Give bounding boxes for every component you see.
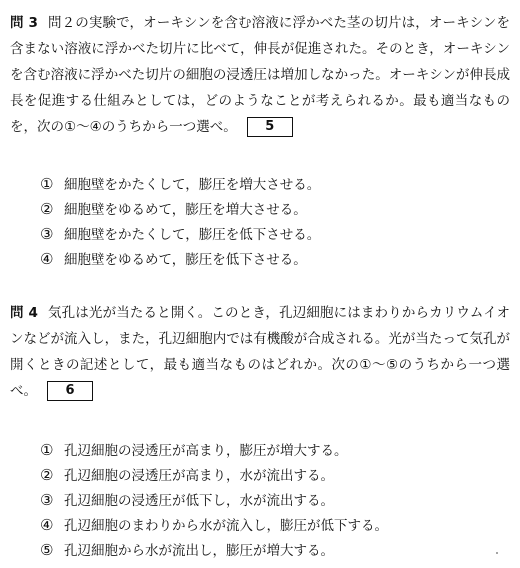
option-item [40,247,510,272]
option-item [40,197,510,222]
option-marker: ④ [40,516,54,534]
question-3 [10,10,510,272]
question-3-text: 問２の実験で，オーキシンを含む溶液に浮かべた茎の切片は，オーキシンを含まない溶液に浮かべた切片に比べて，伸長が促進された。そのとき，オーキシンを含む溶液に浮かべた切片の細胞の浸透圧は増加しなかった。オーキシンが伸長成長を促進する仕組みとしては，どのようなことが考えられるか。最も適当なものを，次の①～④のうちから一つ選べ。 [10,15,510,135]
answer-box-6: 6 [47,381,93,401]
question-3-stem [10,10,510,140]
option-text: 孔辺細胞の浸透圧が高まり，水が流出する。 [64,468,334,484]
option-text: 細胞壁をかたくして，膨圧を増大させる。 [64,177,321,193]
option-text: 孔辺細胞から水が流出し，膨圧が増大する。 [64,543,334,559]
option-marker: ① [40,175,54,193]
question-4 [10,300,510,563]
option-item [40,513,510,538]
answer-box-5: 5 [247,117,293,137]
option-text: 細胞壁をかたくして，膨圧を低下させる。 [64,227,321,243]
option-marker: ① [40,441,54,459]
option-text: 孔辺細胞の浸透圧が高まり，膨圧が増大する。 [64,443,348,459]
scan-speck [496,552,498,554]
option-item [40,538,510,563]
question-3-number: 問 3 [10,15,38,31]
option-marker: ⑤ [40,541,54,559]
question-4-stem [10,300,510,404]
option-text: 細胞壁をゆるめて，膨圧を低下させる。 [64,252,307,268]
option-item [40,438,510,463]
question-4-options [10,438,510,563]
option-item [40,172,510,197]
option-marker: ② [40,200,54,218]
question-3-options [10,172,510,272]
question-4-text: 気孔は光が当たると開く。このとき，孔辺細胞にはまわりからカリウムイオンなどが流入し，また，孔辺細胞内では有機酸が合成される。光が当たって気孔が開くときの記述として，最も適当なものはどれか。次の①～⑤のうちから一つ選べ。 [10,305,510,399]
option-marker: ④ [40,250,54,268]
option-marker: ③ [40,225,54,243]
question-4-number: 問 4 [10,305,38,321]
option-text: 孔辺細胞の浸透圧が低下し，水が流出する。 [64,493,334,509]
option-item [40,463,510,488]
option-marker: ② [40,466,54,484]
option-item [40,488,510,513]
option-text: 細胞壁をゆるめて，膨圧を増大させる。 [64,202,307,218]
option-item [40,222,510,247]
option-marker: ③ [40,491,54,509]
option-text: 孔辺細胞のまわりから水が流入し，膨圧が低下する。 [64,518,388,534]
